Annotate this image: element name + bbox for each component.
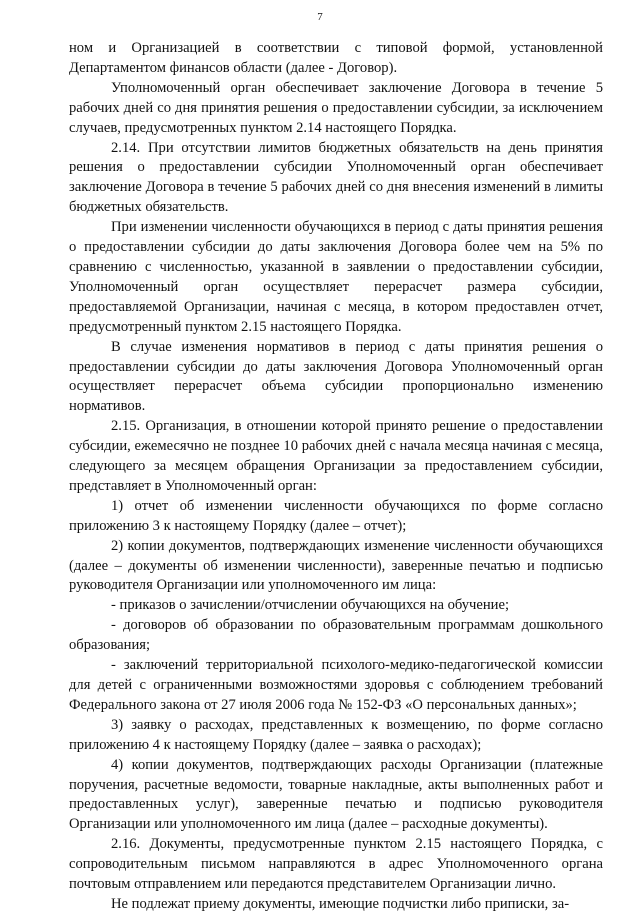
document-body bbox=[69, 39, 603, 915]
paragraph-continuation: ном и Организацией в соответствии с типовой формой, установленной Департаментом финансов области (далее - Договор). bbox=[69, 40, 603, 76]
paragraph: При изменении численности обучающихся в период с даты принятия решения о предоставлении субсидии до даты заключения Договора более чем на 5% по сравнению с численностью, указанной в заявлении о предоставлении субсидии, Уполномоченный орган осуществляет перерасчет размера субсидии, предоставляемой Организации, начиная с месяца, в котором предоставлен отчет, предусмотренный пунктом 2.15 настоящего Порядка. bbox=[69, 219, 603, 335]
paragraph-clause-2-15: 2.15. Организация, в отношении которой принято решение о предоставлении субсидии, ежемесячно не позднее 10 рабочих дней с начала месяца начиная с месяца, следующего за месяцем обращения Организации за предоставлением субсидии, представляет в Уполномоченный орган: bbox=[69, 418, 603, 494]
list-item: 1) отчет об изменении численности обучающихся по форме согласно приложению 3 к настоящему Порядку (далее – отчет); bbox=[69, 497, 603, 534]
sub-list-item: - приказов о зачислении/отчислении обучающихся на обучение; bbox=[111, 597, 510, 614]
sub-list-item: - заключений территориальной психолого-медико-педагогической комиссии для детей с ограниченными возможностями здоровья с соблюдением требований Федерального закона от 27 июля 2006 года № 152-ФЗ «О персональных данных»; bbox=[69, 657, 603, 713]
list-item: 2) копии документов, подтверждающих изменение численности обучающихся (далее – документы об изменении численности), заверенные печатью и подписью руководителя Организации или уполномоченного им лица: bbox=[69, 537, 603, 594]
paragraph: В случае изменения нормативов в период с даты принятия решения о предоставлении субсидии до даты заключения Договора Уполномоченный орган осуществляет перерасчет объема субсидии пропорционально изменению нормативов. bbox=[69, 338, 603, 415]
paragraph: Уполномоченный орган обеспечивает заключение Договора в течение 5 рабочих дней со дня принятия решения о предоставлении субсидии, за исключением случаев, предусмотренных пунктом 2.14 настоящего Порядка. bbox=[69, 79, 603, 136]
page-number: 7 bbox=[317, 11, 323, 23]
paragraph: Не подлежат приему документы, имеющие подчистки либо приписки, за- bbox=[111, 895, 570, 912]
paragraph-clause-2-14: 2.14. При отсутствии лимитов бюджетных обязательств на день принятия решения о предоставлении субсидии Уполномоченный орган обеспечивает заключение Договора в течение 5 рабочих дней со дня внесения изменений в лимиты бюджетных обязательств. bbox=[69, 139, 603, 216]
sub-list-item: - договоров об образовании по образовательным программам дошкольного образования; bbox=[69, 617, 603, 654]
list-item: 3) заявку о расходах, представленных к возмещению, по форме согласно приложению 4 к настоящему Порядку (далее – заявка о расходах); bbox=[69, 716, 603, 753]
list-item: 4) копии документов, подтверждающих расходы Организации (платежные поручения, расчетные ведомости, товарные накладные, акты выполненных работ и предоставленных услуг), заверенные печатью и подписью руководителя Организации или уполномоченного им лица (далее – расходные документы). bbox=[69, 756, 603, 833]
paragraph-clause-2-16: 2.16. Документы, предусмотренные пунктом 2.15 настоящего Порядка, с сопроводительным письмом направляются в адрес Уполномоченного органа почтовым отправлением или передаются представителем Организации лично. bbox=[69, 836, 603, 893]
